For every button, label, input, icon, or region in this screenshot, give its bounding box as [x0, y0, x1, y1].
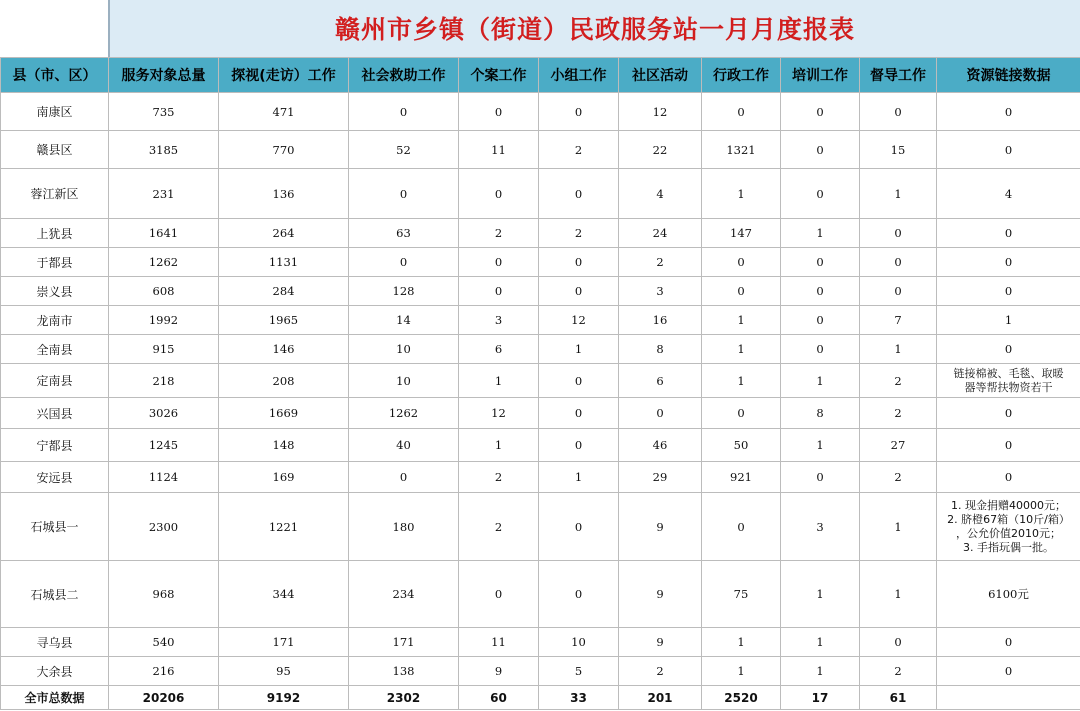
value-cell: 0: [539, 93, 619, 131]
county-cell: 石城县一: [1, 493, 109, 561]
value-cell: 146: [219, 335, 349, 364]
value-cell: 0: [702, 248, 781, 277]
value-cell: 1262: [349, 398, 459, 429]
county-cell: 安远县: [1, 462, 109, 493]
value-cell: 8: [619, 335, 702, 364]
value-cell: 2300: [109, 493, 219, 561]
value-cell: 0: [781, 131, 860, 169]
top-left-blank: [0, 0, 108, 57]
value-cell: 9: [459, 657, 539, 686]
total-value-cell: 2302: [349, 686, 459, 710]
value-cell: 50: [702, 429, 781, 462]
value-cell: 2: [860, 364, 937, 398]
county-cell: 宁都县: [1, 429, 109, 462]
value-cell: 0: [702, 93, 781, 131]
value-cell: 0: [539, 561, 619, 628]
report-title: 赣州市乡镇（街道）民政服务站一月月度报表: [334, 15, 855, 44]
value-cell: 1965: [219, 306, 349, 335]
value-cell: 9: [619, 628, 702, 657]
total-value-cell: 17: [781, 686, 860, 710]
table-row: [1, 306, 1080, 335]
value-cell: 12: [539, 306, 619, 335]
value-cell: 2: [539, 131, 619, 169]
value-cell: 0: [937, 219, 1080, 248]
value-cell: 40: [349, 429, 459, 462]
total-value-cell: 9192: [219, 686, 349, 710]
value-cell: 0: [702, 398, 781, 429]
value-cell: 147: [702, 219, 781, 248]
value-cell: 0: [781, 277, 860, 306]
value-cell: 968: [109, 561, 219, 628]
value-cell: 128: [349, 277, 459, 306]
value-cell: 0: [459, 561, 539, 628]
value-cell: 5: [539, 657, 619, 686]
value-cell: 1: [781, 429, 860, 462]
value-cell: 0: [937, 93, 1080, 131]
value-cell: 2: [619, 248, 702, 277]
value-cell: 0: [459, 169, 539, 219]
county-cell: 南康区: [1, 93, 109, 131]
value-cell: 6100元: [937, 561, 1080, 628]
value-cell: 0: [937, 248, 1080, 277]
value-cell: 608: [109, 277, 219, 306]
value-cell: 11: [459, 131, 539, 169]
value-cell: 1131: [219, 248, 349, 277]
value-cell: 180: [349, 493, 459, 561]
value-cell: 0: [781, 248, 860, 277]
total-value-cell: 33: [539, 686, 619, 710]
total-value-cell: 20206: [109, 686, 219, 710]
total-row: [1, 686, 1080, 710]
value-cell: 16: [619, 306, 702, 335]
value-cell: 264: [219, 219, 349, 248]
value-cell: 218: [109, 364, 219, 398]
value-cell: 0: [539, 248, 619, 277]
value-cell: 0: [860, 248, 937, 277]
value-cell: 234: [349, 561, 459, 628]
value-cell: 1321: [702, 131, 781, 169]
value-cell: 1992: [109, 306, 219, 335]
value-cell: 63: [349, 219, 459, 248]
value-cell: 0: [937, 628, 1080, 657]
value-cell: 138: [349, 657, 459, 686]
county-cell: 上犹县: [1, 219, 109, 248]
value-cell: 0: [702, 493, 781, 561]
value-cell: 3: [459, 306, 539, 335]
county-cell: 赣县区: [1, 131, 109, 169]
value-cell: 1245: [109, 429, 219, 462]
value-cell: 3: [619, 277, 702, 306]
value-cell: 3185: [109, 131, 219, 169]
value-cell: 148: [219, 429, 349, 462]
header-group-work: 小组工作: [539, 58, 619, 93]
value-cell: 0: [349, 93, 459, 131]
value-cell: 12: [619, 93, 702, 131]
value-cell: 0: [860, 219, 937, 248]
value-cell: 3026: [109, 398, 219, 429]
header-admin: 行政工作: [702, 58, 781, 93]
value-cell: 1: [702, 364, 781, 398]
value-cell: 0: [459, 248, 539, 277]
value-cell: 915: [109, 335, 219, 364]
value-cell: 284: [219, 277, 349, 306]
county-cell: 定南县: [1, 364, 109, 398]
value-cell: 770: [219, 131, 349, 169]
value-cell: 171: [349, 628, 459, 657]
value-cell: 0: [459, 277, 539, 306]
value-cell: 0: [937, 335, 1080, 364]
total-value-cell: [937, 686, 1080, 710]
value-cell: 0: [937, 657, 1080, 686]
resource-note-cell: 链接棉被、毛毯、取暖 器等帮扶物资若干: [937, 364, 1080, 398]
value-cell: 208: [219, 364, 349, 398]
value-cell: 471: [219, 93, 349, 131]
table-row: [1, 219, 1080, 248]
county-cell: 蓉江新区: [1, 169, 109, 219]
value-cell: 75: [702, 561, 781, 628]
value-cell: 735: [109, 93, 219, 131]
value-cell: 8: [781, 398, 860, 429]
value-cell: 10: [539, 628, 619, 657]
value-cell: 0: [349, 462, 459, 493]
value-cell: 29: [619, 462, 702, 493]
value-cell: 4: [619, 169, 702, 219]
value-cell: 1: [860, 493, 937, 561]
value-cell: 921: [702, 462, 781, 493]
header-casework: 个案工作: [459, 58, 539, 93]
value-cell: 0: [781, 169, 860, 219]
value-cell: 1641: [109, 219, 219, 248]
value-cell: 2: [459, 462, 539, 493]
value-cell: 216: [109, 657, 219, 686]
value-cell: 1: [702, 657, 781, 686]
value-cell: 27: [860, 429, 937, 462]
value-cell: 1: [702, 335, 781, 364]
value-cell: 1: [702, 169, 781, 219]
value-cell: 2: [860, 398, 937, 429]
total-value-cell: 201: [619, 686, 702, 710]
value-cell: 0: [539, 429, 619, 462]
value-cell: 0: [539, 398, 619, 429]
value-cell: 1: [702, 628, 781, 657]
value-cell: 171: [219, 628, 349, 657]
county-cell: 崇义县: [1, 277, 109, 306]
value-cell: 15: [860, 131, 937, 169]
value-cell: 22: [619, 131, 702, 169]
value-cell: 1: [860, 561, 937, 628]
value-cell: 1: [781, 628, 860, 657]
value-cell: 2: [459, 219, 539, 248]
value-cell: 0: [539, 364, 619, 398]
table-row: [1, 462, 1080, 493]
title-band: [108, 0, 1080, 57]
value-cell: 0: [539, 277, 619, 306]
value-cell: 2: [459, 493, 539, 561]
value-cell: 1: [459, 429, 539, 462]
header-visit: 探视(走访）工作: [219, 58, 349, 93]
header-supervision: 督导工作: [860, 58, 937, 93]
value-cell: 2: [539, 219, 619, 248]
header-county: 县（市、区）: [1, 58, 109, 93]
county-cell: 龙南市: [1, 306, 109, 335]
county-cell: 大余县: [1, 657, 109, 686]
header-social-aid: 社会救助工作: [349, 58, 459, 93]
value-cell: 0: [937, 131, 1080, 169]
value-cell: 1: [781, 561, 860, 628]
value-cell: 52: [349, 131, 459, 169]
header-resources: 资源链接数据: [937, 58, 1080, 93]
value-cell: 7: [860, 306, 937, 335]
county-cell: 全南县: [1, 335, 109, 364]
value-cell: 1: [937, 306, 1080, 335]
value-cell: 2: [619, 657, 702, 686]
value-cell: 95: [219, 657, 349, 686]
table-row: [1, 131, 1080, 169]
value-cell: 231: [109, 169, 219, 219]
value-cell: 0: [860, 93, 937, 131]
total-label-cell: 全市总数据: [1, 686, 109, 710]
value-cell: 0: [619, 398, 702, 429]
value-cell: 1221: [219, 493, 349, 561]
total-value-cell: 2520: [702, 686, 781, 710]
value-cell: 6: [459, 335, 539, 364]
table-row: [1, 657, 1080, 686]
value-cell: 6: [619, 364, 702, 398]
value-cell: 0: [459, 93, 539, 131]
value-cell: 136: [219, 169, 349, 219]
value-cell: 0: [349, 248, 459, 277]
value-cell: 0: [702, 277, 781, 306]
resource-note-cell: 1. 现金捐赠40000元； 2. 脐橙67箱（10斤/箱） ，公允价值2010元； 3. 手指玩偶一批。: [937, 493, 1080, 561]
table-row: [1, 277, 1080, 306]
value-cell: 0: [539, 493, 619, 561]
value-cell: 1: [702, 306, 781, 335]
header-training: 培训工作: [781, 58, 860, 93]
value-cell: 540: [109, 628, 219, 657]
value-cell: 0: [860, 277, 937, 306]
table-row: [1, 93, 1080, 131]
value-cell: 0: [781, 335, 860, 364]
value-cell: 11: [459, 628, 539, 657]
value-cell: 0: [539, 169, 619, 219]
table-row: [1, 169, 1080, 219]
value-cell: 10: [349, 364, 459, 398]
value-cell: 9: [619, 561, 702, 628]
value-cell: 0: [349, 169, 459, 219]
table-row: [1, 493, 1080, 561]
table-row: [1, 364, 1080, 398]
county-cell: 寻乌县: [1, 628, 109, 657]
value-cell: 0: [781, 93, 860, 131]
value-cell: 0: [781, 306, 860, 335]
value-cell: 14: [349, 306, 459, 335]
county-cell: 兴国县: [1, 398, 109, 429]
value-cell: 12: [459, 398, 539, 429]
value-cell: 1: [539, 335, 619, 364]
value-cell: 1: [781, 657, 860, 686]
value-cell: 344: [219, 561, 349, 628]
county-cell: 于都县: [1, 248, 109, 277]
header-service-total: 服务对象总量: [109, 58, 219, 93]
value-cell: 9: [619, 493, 702, 561]
value-cell: 4: [937, 169, 1080, 219]
table-row: [1, 398, 1080, 429]
value-cell: 24: [619, 219, 702, 248]
table-row: [1, 429, 1080, 462]
value-cell: 1: [781, 219, 860, 248]
value-cell: 0: [860, 628, 937, 657]
value-cell: 3: [781, 493, 860, 561]
value-cell: 0: [937, 429, 1080, 462]
value-cell: 1262: [109, 248, 219, 277]
value-cell: 1: [860, 335, 937, 364]
total-value-cell: 61: [860, 686, 937, 710]
value-cell: 1: [860, 169, 937, 219]
value-cell: 1: [459, 364, 539, 398]
value-cell: 1124: [109, 462, 219, 493]
value-cell: 2: [860, 462, 937, 493]
table-row: [1, 628, 1080, 657]
table-row: [1, 248, 1080, 277]
value-cell: 1669: [219, 398, 349, 429]
value-cell: 169: [219, 462, 349, 493]
value-cell: 1: [539, 462, 619, 493]
header-community: 社区活动: [619, 58, 702, 93]
total-value-cell: 60: [459, 686, 539, 710]
header-row: [1, 58, 1080, 93]
value-cell: 0: [937, 462, 1080, 493]
value-cell: 0: [937, 277, 1080, 306]
value-cell: 46: [619, 429, 702, 462]
county-cell: 石城县二: [1, 561, 109, 628]
value-cell: 0: [937, 398, 1080, 429]
report-table: [0, 57, 1080, 710]
value-cell: 0: [781, 462, 860, 493]
table-row: [1, 561, 1080, 628]
value-cell: 1: [781, 364, 860, 398]
value-cell: 2: [860, 657, 937, 686]
value-cell: 10: [349, 335, 459, 364]
table-row: [1, 335, 1080, 364]
